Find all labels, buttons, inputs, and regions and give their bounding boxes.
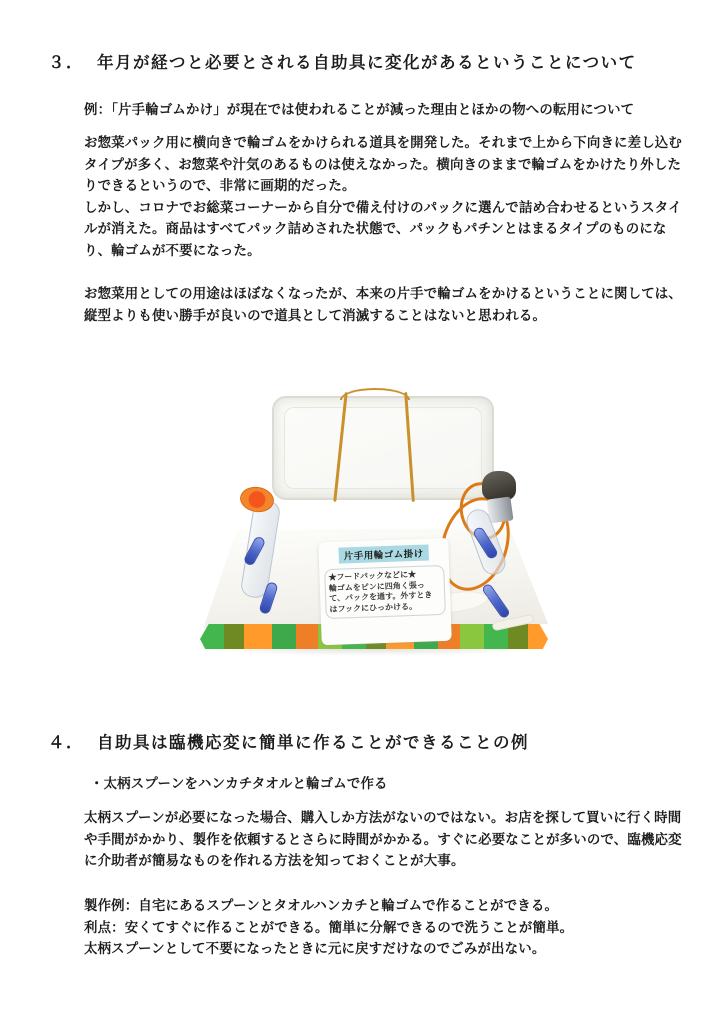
paragraph-line: 利点：安くてすぐに作ることができる。簡単に分解できるので洗うことが簡単。: [84, 919, 574, 935]
tool-photo: [192, 388, 548, 662]
label-body: [324, 565, 446, 619]
paragraph-line: お惣菜用としての用途はほぼなくなったが、本来の片手で輪ゴムをかけるということに関しては、: [84, 286, 682, 301]
label-line: ★フードパックなどに★: [328, 569, 417, 582]
paragraph-line: や手間がかかり、製作を依頼するとさらに時間がかかる。すぐに必要なことが多いので、臨機応変: [84, 831, 682, 847]
section3-number: ３．: [48, 54, 84, 72]
paragraph-line: に介助者が簡易なものを作れる方法を知っておくことが大事。: [84, 853, 465, 869]
section4-bullet-line: ・太柄スプーンをハンカチタオルと輪ゴムで作る: [90, 776, 388, 791]
photo-instruction-label: [318, 538, 452, 645]
section4-number: ４．: [48, 734, 84, 752]
section3-title: 年月が経つと必要とされる自助具に変化があるということについて: [97, 54, 637, 72]
label-line: て、パックを通す。外すとき: [329, 590, 433, 603]
section3-example-line: 例：「片手輪ゴムかけ」が現在では使われることが減った理由とほかの物への転用について: [84, 102, 635, 117]
paragraph-line: ルが消えた。商品はすべてパック詰めされた状態で、パックもパチンとはまるタイプのものにな: [84, 221, 667, 237]
section4-paragraph2: [84, 895, 573, 960]
paragraph-line: 太柄スプーンが必要になった場合、購入しか方法がないのではない。お店を探して買いに行く時間: [84, 810, 682, 825]
paragraph-line: 縦型よりも使い勝手が良いので道具として消滅することはないと思われる。: [84, 307, 547, 323]
label-title: 片手用輪ゴム掛け: [338, 544, 429, 563]
photo-hook-cap: [482, 471, 516, 501]
label-line: 輪ゴムをピンに四角く張っ: [328, 580, 425, 593]
section3-paragraph1: [84, 132, 682, 262]
photo-food-pack: [272, 396, 494, 500]
section4-paragraph1: [84, 807, 682, 872]
paragraph-line: 太柄スプーンとして不要になったときに元に戻すだけなのでごみが出ない。: [84, 941, 546, 957]
paragraph-line: 製作例：自宅にあるスプーンとタオルハンカチと輪ゴムで作ることができる。: [84, 898, 559, 913]
paragraph-line: りできるというので、非常に画期的だった。: [84, 178, 356, 194]
photo-food-pack-inner: [284, 407, 482, 489]
paragraph-line: しかし、コロナでお総菜コーナーから自分で備え付けのパックに選んで詰め合わせるというスタイ: [84, 199, 682, 215]
photo-rubber-band-arc: [340, 388, 410, 400]
section4-heading: [48, 731, 529, 755]
paragraph-line: り、輪ゴムが不要になった。: [84, 242, 261, 258]
label-line: はフックにひっかける。: [329, 601, 418, 614]
section3-paragraph2: [84, 283, 682, 326]
section3-heading: [48, 51, 637, 75]
section4-title: 自助具は臨機応変に簡単に作ることができることの例: [97, 734, 529, 752]
paragraph-line: タイプが多く、お惣菜や汁気のあるものは使えなかった。横向きのままで輪ゴムをかけたり外した: [84, 156, 682, 172]
paragraph-line: お惣菜パック用に横向きで輪ゴムをかけられる道具を開発した。それまで上から下向きに差し込む: [84, 135, 682, 150]
